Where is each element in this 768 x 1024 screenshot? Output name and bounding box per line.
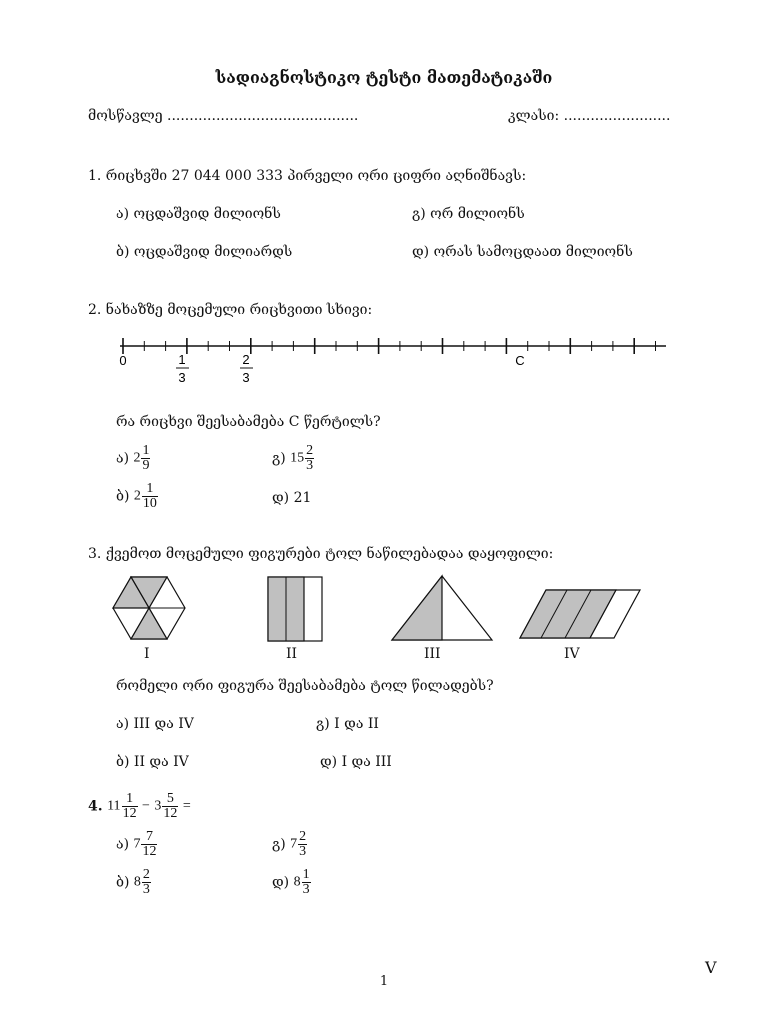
figure-parallelogram	[520, 590, 640, 638]
q1-option-a: ა) ოცდაშვიდ მილიონს	[116, 206, 281, 222]
q4-option-d: დ) 8 $\frac{1}{3}$	[272, 867, 310, 897]
q2-option-b-fraction: $\frac{1}{10}$	[142, 481, 157, 511]
q4-option-g: გ) 7 $\frac{2}{3}$	[272, 829, 307, 859]
q1-text: 1. რიცხვში 27 044 000 333 პირველი ორი ციფრი აღნიშნავს:	[88, 168, 527, 184]
q2-option-a-label: ა)	[116, 450, 130, 467]
q2-option-a	[116, 444, 150, 473]
page-title: სადიაგნოსტიკო ტესტი მათემატიკაში	[215, 68, 553, 87]
figure-label-1: I	[144, 646, 150, 662]
q1-option-d: დ) ორას სამოცდაათ მილიონს	[412, 244, 633, 260]
q3-option-b: ბ) II და IV	[116, 754, 189, 770]
q3-option-g: გ) I და II	[316, 716, 379, 732]
q2-option-a-fraction: $\frac{1}{9}$	[142, 443, 150, 473]
label-two-thirds-num: 2	[242, 352, 250, 367]
variant-mark: V	[705, 958, 717, 977]
label-zero: 0	[119, 353, 127, 368]
q3-subquestion: რომელი ორი ფიგურა შეესაბამება ტოლ წილადებს?	[116, 678, 494, 694]
figure-triangle	[392, 576, 492, 640]
student-field: მოსწავლე ...........................................	[88, 108, 359, 124]
q2-text: 2. ნახაზზე მოცემული რიცხვითი სხივი:	[88, 302, 373, 318]
q4-number: 4.	[88, 798, 103, 815]
q2-option-g-label: გ)	[272, 450, 286, 467]
label-point-c: C	[515, 353, 525, 368]
figure-rectangle	[268, 577, 322, 641]
q3-text: 3. ქვემოთ მოცემული ფიგურები ტოლ ნაწილებადაა დაყოფილი:	[88, 546, 554, 562]
q4-expression: 4. 11 $\frac{1}{12}$ − 3 $\frac{5}{12}$ =	[88, 791, 191, 821]
page-number: 1	[379, 974, 389, 989]
figure-hexagon	[113, 577, 185, 639]
label-two-thirds-den: 3	[242, 370, 250, 385]
figure-label-4: IV	[564, 646, 580, 662]
q1-option-g: გ) ორ მილიონს	[412, 206, 525, 222]
q3-option-a: ა) III და IV	[116, 716, 194, 732]
figure-label-3: III	[424, 646, 441, 662]
q2-option-g	[272, 444, 314, 473]
class-field: კლასი: ........................	[508, 108, 671, 124]
q2-option-a-whole: 2	[133, 450, 141, 466]
q2-option-b	[116, 482, 158, 511]
q2-option-d: დ) 21	[272, 490, 312, 506]
q4-option-b: ბ) 8 $\frac{2}{3}$	[116, 867, 150, 897]
label-one-third-num: 1	[178, 352, 186, 367]
q2-option-b-label: ბ)	[116, 488, 130, 505]
q2-option-g-fraction: $\frac{2}{3}$	[306, 443, 314, 473]
number-line	[110, 334, 680, 394]
q2-option-g-whole: 15	[290, 450, 305, 466]
q2-subquestion: რა რიცხვი შეესაბამება C წერტილს?	[116, 414, 381, 430]
q4-option-a: ა) 7 $\frac{7}{12}$	[116, 829, 157, 859]
q2-option-b-whole: 2	[133, 488, 141, 504]
q1-option-b: ბ) ოცდაშვიდ მილიარდს	[116, 244, 293, 260]
label-one-third-den: 3	[178, 370, 186, 385]
q3-option-d: დ) I და III	[320, 754, 392, 770]
figure-label-2: II	[286, 646, 298, 662]
